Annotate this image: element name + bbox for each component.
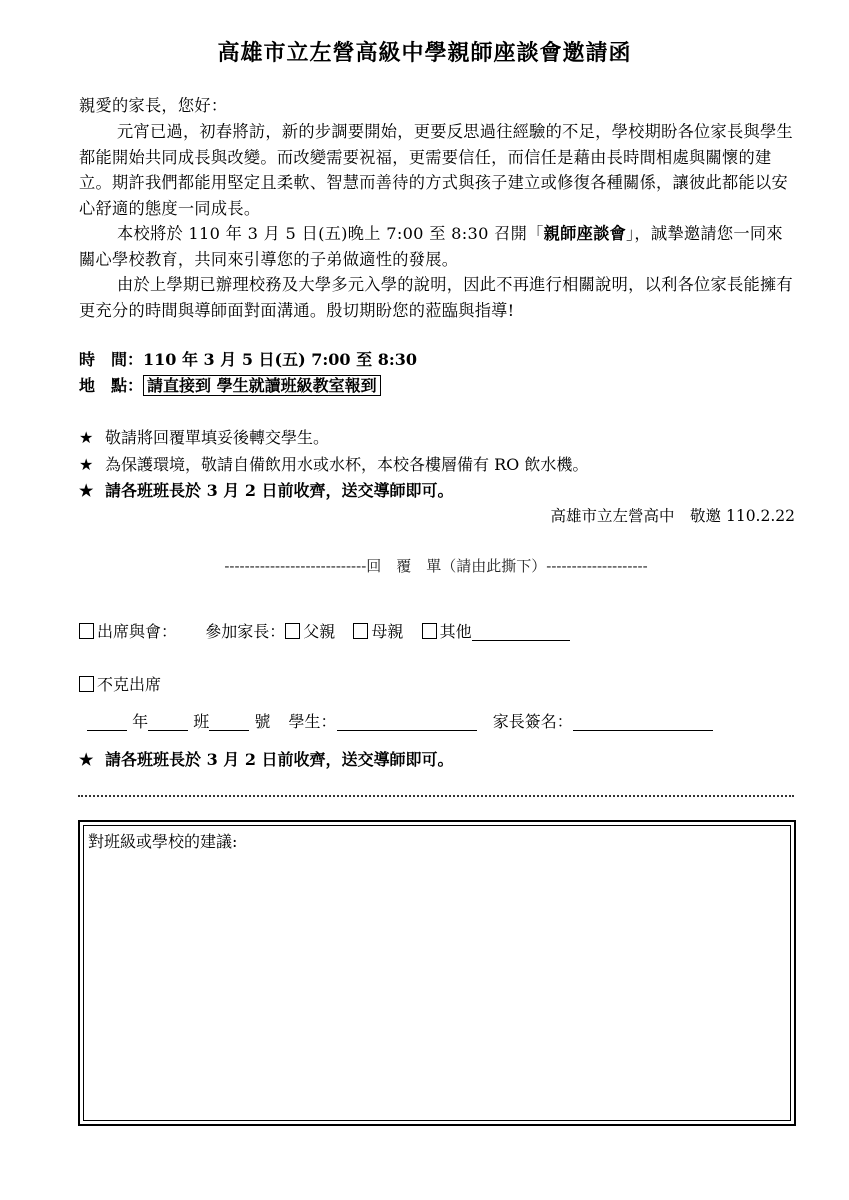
divider-right: -------------------- bbox=[546, 557, 648, 575]
note-item bbox=[79, 426, 329, 450]
number-field[interactable] bbox=[209, 712, 249, 731]
reply-divider bbox=[80, 555, 792, 576]
parent-label: 參加家長： bbox=[205, 622, 286, 641]
place-value: 請直接到 學生就讀班級教室報到 bbox=[143, 375, 381, 396]
note-item bbox=[79, 453, 588, 477]
intro-paragraph: 元宵已過，初春將訪，新的步調要開始，更要反思過往經驗的不足，學校期盼各位家長與學生都能開始共同成長與改變。而改變需要祝福，更需要信任，而信任是藉由長時間相處與關懷的建立。期許我們都能用堅定且柔軟、智慧而善待的方式與孩子建立或修復各種關係，讓彼此都能以安心舒適的態度一同成長。 bbox=[79, 122, 793, 218]
father-label: 父親 bbox=[303, 622, 336, 641]
absent-checkbox[interactable] bbox=[79, 676, 94, 692]
greeting: 親愛的家長，您好： bbox=[79, 96, 228, 115]
note-text: 為保護環境，敬請自備飲用水或水杯，本校各樓層備有 RO 飲水機。 bbox=[105, 455, 589, 474]
parent-signature-field[interactable] bbox=[573, 712, 713, 731]
star-icon: ★ bbox=[79, 481, 94, 500]
year-label: 年 bbox=[132, 712, 149, 731]
mother-checkbox[interactable] bbox=[353, 623, 368, 639]
absent-label: 不克出席 bbox=[97, 675, 162, 694]
other-checkbox[interactable] bbox=[422, 623, 437, 639]
page-title: 高雄市立左營高級中學親師座談會邀請函 bbox=[217, 40, 632, 66]
note-item bbox=[79, 479, 454, 503]
note-text: 敬請將回覆單填妥後轉交學生。 bbox=[105, 428, 330, 447]
class-label: 班 bbox=[193, 712, 210, 731]
suggestion-box[interactable] bbox=[78, 820, 796, 1126]
star-icon: ★ bbox=[79, 428, 94, 447]
student-name-field[interactable] bbox=[337, 712, 477, 731]
attend-label: 出席與會： bbox=[97, 622, 178, 641]
meeting-paragraph bbox=[79, 221, 795, 272]
reply-title: 回 覆 單（請由此撕下） bbox=[366, 557, 547, 575]
attend-checkbox[interactable] bbox=[79, 623, 94, 639]
suggestion-label: 對班級或學校的建議: bbox=[88, 832, 238, 851]
explanation-paragraph: 由於上學期已辦理校務及大學多元入學的說明，因此不再進行相關說明，以利各位家長能擁有更充分的時間與導師面對面溝通。殷切期盼您的蒞臨與指導! bbox=[79, 275, 793, 320]
dotted-separator bbox=[78, 795, 794, 797]
student-label: 學生： bbox=[288, 712, 337, 731]
signature: 高雄市立左營高中 敬邀 110.2.22 bbox=[550, 507, 795, 525]
place-row bbox=[79, 374, 381, 398]
mother-label: 母親 bbox=[371, 622, 404, 641]
father-checkbox[interactable] bbox=[285, 623, 300, 639]
star-icon: ★ bbox=[79, 750, 94, 769]
divider-left: ---------------------------- bbox=[224, 557, 367, 575]
bottom-note bbox=[79, 748, 454, 772]
place-label: 地 點： bbox=[79, 376, 144, 395]
other-label: 其他 bbox=[439, 622, 472, 641]
suggestion-box-inner bbox=[83, 825, 791, 1121]
time-label: 時 間： bbox=[79, 350, 144, 369]
year-field[interactable] bbox=[87, 712, 127, 731]
meeting-paragraph-suffix: 」，誠摯邀請您一同來關心學校教育，共同來引導您的子弟做適性的發展。 bbox=[79, 224, 783, 269]
absent-row bbox=[79, 673, 161, 697]
meeting-paragraph-prefix: 本校將於 110 年 3 月 5 日(五)晚上 7:00 至 8:30 召開「 bbox=[117, 224, 544, 243]
meeting-name: 親師座談會 bbox=[543, 224, 627, 243]
class-field[interactable] bbox=[148, 712, 188, 731]
attend-row bbox=[79, 620, 570, 644]
star-icon: ★ bbox=[79, 455, 94, 474]
number-label: 號 bbox=[254, 712, 271, 731]
parent-sign-label: 家長簽名： bbox=[492, 712, 573, 731]
student-info-row bbox=[87, 710, 713, 734]
time-row bbox=[79, 348, 417, 372]
note-text: 請各班班長於 3 月 2 日前收齊，送交導師即可。 bbox=[105, 481, 454, 500]
other-field[interactable] bbox=[472, 622, 570, 641]
time-value: 110 年 3 月 5 日(五) 7:00 至 8:30 bbox=[143, 350, 417, 369]
bottom-note-text: 請各班班長於 3 月 2 日前收齊，送交導師即可。 bbox=[105, 750, 454, 769]
